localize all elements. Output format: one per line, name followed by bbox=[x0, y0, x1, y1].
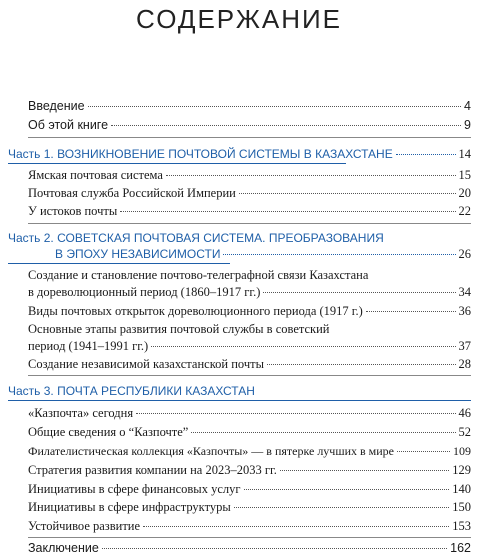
toc-page: 150 bbox=[452, 500, 471, 514]
toc-label: Создание независимой казахстанской почты bbox=[28, 357, 264, 371]
leader-dots bbox=[88, 106, 461, 107]
leader-dots bbox=[166, 175, 456, 176]
toc-entry-conclusion[interactable] bbox=[28, 540, 471, 556]
toc-part-1[interactable] bbox=[8, 146, 471, 162]
part-heading-line2: В ЭПОХУ НЕЗАВИСИМОСТИ bbox=[55, 247, 221, 261]
toc-page: 36 bbox=[458, 304, 471, 318]
leader-dots bbox=[120, 211, 455, 212]
toc-label: Инициативы в сфере финансовых услуг bbox=[28, 482, 241, 496]
toc-page: 34 bbox=[458, 285, 471, 299]
leader-dots bbox=[234, 507, 449, 508]
toc-page: 37 bbox=[458, 339, 471, 353]
toc-entry[interactable] bbox=[28, 443, 471, 459]
toc-page: 46 bbox=[458, 406, 471, 420]
part-underline bbox=[8, 163, 346, 164]
toc-label-line1: Основные этапы развития почтовой службы в советский bbox=[28, 322, 330, 336]
leader-dots bbox=[396, 154, 456, 155]
toc-label: Общие сведения о “Казпочте” bbox=[28, 425, 189, 439]
toc-label: Устойчивое развитие bbox=[28, 519, 141, 533]
toc-page: 26 bbox=[458, 247, 471, 261]
divider bbox=[28, 223, 471, 224]
toc-label-line1: Создание и становление почтово-телеграфной связи Казахстана bbox=[28, 268, 369, 282]
leader-dots bbox=[143, 526, 449, 527]
leader-dots bbox=[102, 548, 447, 549]
divider bbox=[28, 375, 471, 376]
toc-page: 9 bbox=[464, 118, 471, 132]
toc-page: 52 bbox=[458, 425, 471, 439]
toc-page: 4 bbox=[464, 99, 471, 113]
toc-entry[interactable] bbox=[28, 499, 471, 515]
toc-entry[interactable] bbox=[28, 356, 471, 372]
toc-page: 109 bbox=[453, 444, 471, 458]
part-heading: Часть 1. ВОЗНИКНОВЕНИЕ ПОЧТОВОЙ СИСТЕМЫ В КАЗАХСТАНЕ bbox=[8, 147, 393, 161]
toc-page: 153 bbox=[452, 519, 471, 533]
leader-dots bbox=[267, 364, 456, 365]
part-heading-line1: Часть 2. СОВЕТСКАЯ ПОЧТОВАЯ СИСТЕМА. ПРЕОБРАЗОВАНИЯ bbox=[8, 231, 384, 245]
toc-entry-intro[interactable] bbox=[28, 98, 471, 114]
toc-label: Стратегия развития компании на 2023–2033 гг. bbox=[28, 463, 277, 477]
toc-label: У истоков почты bbox=[28, 204, 118, 218]
leader-dots bbox=[366, 311, 456, 312]
toc-entry-about[interactable] bbox=[28, 117, 471, 133]
toc-page: 140 bbox=[452, 482, 471, 496]
leader-dots bbox=[239, 193, 456, 194]
toc-page: 28 bbox=[458, 357, 471, 371]
toc-label: Ямская почтовая система bbox=[28, 168, 163, 182]
toc-page: 22 bbox=[458, 204, 471, 218]
toc-entry[interactable] bbox=[28, 462, 471, 478]
toc-entry[interactable] bbox=[28, 481, 471, 497]
toc-label-line2: период (1941–1991 гг.) bbox=[28, 339, 149, 353]
leader-dots bbox=[136, 413, 455, 414]
toc-label: Филателистическая коллекция «Казпочты» — в пятерке лучших в мире bbox=[28, 444, 395, 458]
toc-entry[interactable] bbox=[28, 185, 471, 201]
leader-dots bbox=[397, 451, 450, 452]
toc-page: 20 bbox=[458, 186, 471, 200]
toc-page: 162 bbox=[450, 541, 471, 555]
toc-entry[interactable] bbox=[28, 424, 471, 440]
leader-dots bbox=[263, 292, 455, 293]
leader-dots bbox=[244, 489, 450, 490]
toc-label: Введение bbox=[28, 99, 85, 113]
toc-entry[interactable] bbox=[28, 518, 471, 534]
toc-label: Инициативы в сфере инфраструктуры bbox=[28, 500, 231, 514]
toc-label-line2: в дореволюционный период (1860–1917 гг.) bbox=[28, 285, 261, 299]
divider bbox=[28, 137, 471, 138]
toc-part-2[interactable] bbox=[8, 230, 471, 262]
toc-label: Почтовая служба Российской Империи bbox=[28, 186, 236, 200]
toc-page: 129 bbox=[452, 463, 471, 477]
leader-dots bbox=[151, 346, 455, 347]
leader-dots bbox=[111, 125, 461, 126]
toc-page: 15 bbox=[458, 168, 471, 182]
toc-entry[interactable] bbox=[28, 321, 471, 354]
toc-entry[interactable] bbox=[28, 167, 471, 183]
toc-part-3[interactable] bbox=[8, 383, 471, 399]
leader-dots bbox=[191, 432, 455, 433]
toc-label: «Казпочта» сегодня bbox=[28, 406, 134, 420]
part-underline bbox=[8, 400, 471, 401]
toc-label: Об этой книге bbox=[28, 118, 109, 132]
toc-label: Виды почтовых открыток дореволюционного периода (1917 г.) bbox=[28, 304, 363, 318]
leader-dots bbox=[280, 470, 449, 471]
toc-entry[interactable] bbox=[28, 405, 471, 421]
toc-entry[interactable] bbox=[28, 267, 471, 300]
part-underline bbox=[8, 263, 230, 264]
page-title: СОДЕРЖАНИЕ bbox=[136, 4, 343, 34]
leader-dots bbox=[223, 254, 455, 255]
toc-page: 14 bbox=[458, 147, 471, 161]
part-heading: Часть 3. ПОЧТА РЕСПУБЛИКИ КАЗАХСТАН bbox=[8, 384, 255, 398]
toc-entry[interactable] bbox=[28, 303, 471, 319]
divider bbox=[28, 537, 471, 538]
toc-entry[interactable] bbox=[28, 203, 471, 219]
toc-label: Заключение bbox=[28, 541, 99, 555]
